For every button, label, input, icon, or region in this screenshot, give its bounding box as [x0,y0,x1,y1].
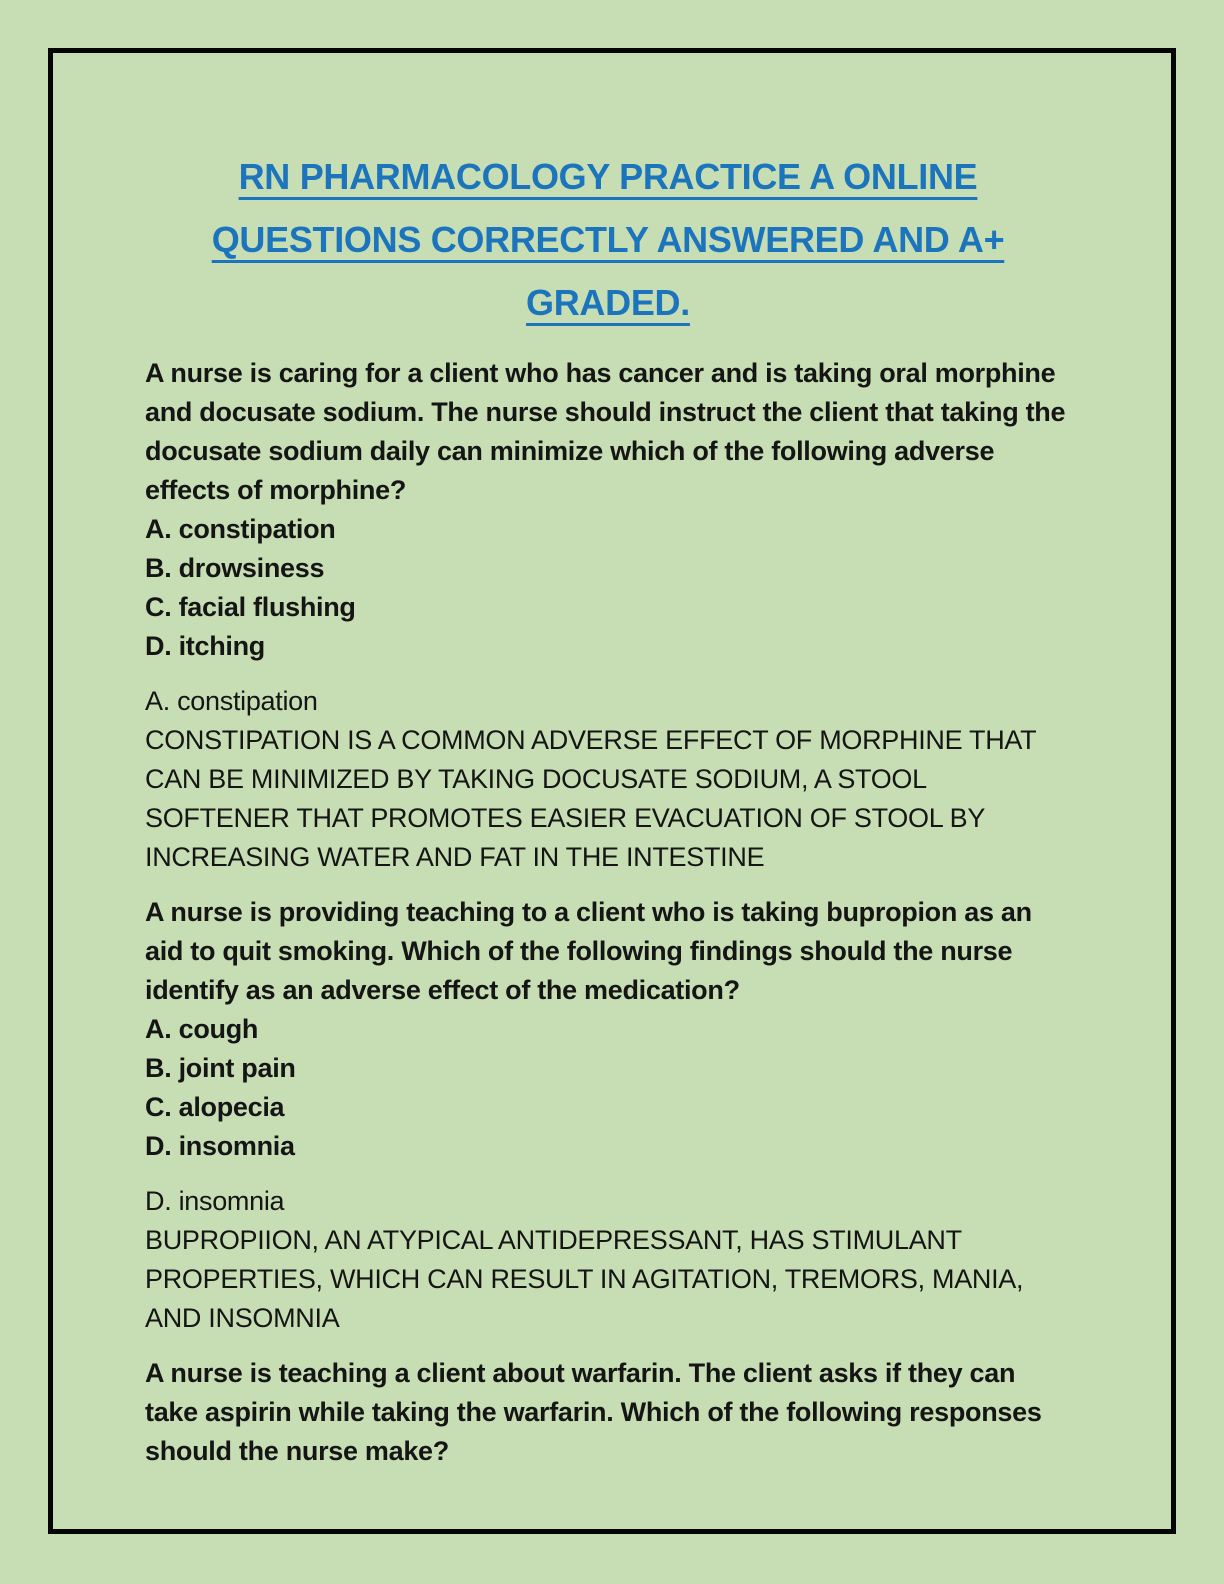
question-3-text: A nurse is teaching a client about warfarin. The client asks if they can take aspirin while taking the warfarin. Which of the following responses should the nurse make? [145,1358,1042,1466]
question-1-option-d: D. itching [145,631,265,661]
qa-block-1 [145,354,1071,877]
title-line-3: GRADED. [526,282,690,323]
question-2-option-c: C. alopecia [145,1092,285,1122]
question-1-correct-answer: A. constipation [145,686,318,716]
question-1-options [145,510,1071,666]
question-1-option-c: C. facial flushing [145,592,356,622]
question-2-rationale: BUPROPIION, AN ATYPICAL ANTIDEPRESSANT, HAS STIMULANT PROPERTIES, WHICH CAN RESULT IN AGITATION, TREMORS, MANIA, AND INSOMNIA [145,1225,1024,1333]
qa-block-3 [145,1354,1071,1471]
question-2-correct-answer: D. insomnia [145,1186,285,1216]
question-1-rationale: CONSTIPATION IS A COMMON ADVERSE EFFECT OF MORPHINE THAT CAN BE MINIMIZED BY TAKING DOCUSATE SODIUM, A STOOL SOFTENER THAT PROMOTES EASIER EVACUATION OF STOOL BY INCREASING WATER AND FAT IN THE INTESTINE [145,725,1036,872]
question-2-answer-block [145,1182,1071,1338]
question-2-text: A nurse is providing teaching to a client who is taking bupropion as an aid to quit smoking. Which of the following findings should the nurse identify as an adverse effect of the medication? [145,897,1032,1005]
title-line-2: QUESTIONS CORRECTLY ANSWERED AND A+ [211,219,1005,260]
question-2-option-b: B. joint pain [145,1053,296,1083]
document-title [145,145,1071,334]
document-page-frame [48,48,1176,1534]
question-1-answer-block [145,682,1071,877]
qa-block-2 [145,893,1071,1338]
question-1-option-b: B. drowsiness [145,553,325,583]
question-2-option-a: A. cough [145,1014,259,1044]
question-1-text: A nurse is caring for a client who has cancer and is taking oral morphine and docusate sodium. The nurse should instruct the client that taking the docusate sodium daily can minimize which of the following adverse effects of morphine? [145,358,1066,505]
title-line-1: RN PHARMACOLOGY PRACTICE A ONLINE [238,156,978,197]
question-2-option-d: D. insomnia [145,1131,295,1161]
question-1-option-a: A. constipation [145,514,336,544]
question-2-options [145,1010,1071,1166]
